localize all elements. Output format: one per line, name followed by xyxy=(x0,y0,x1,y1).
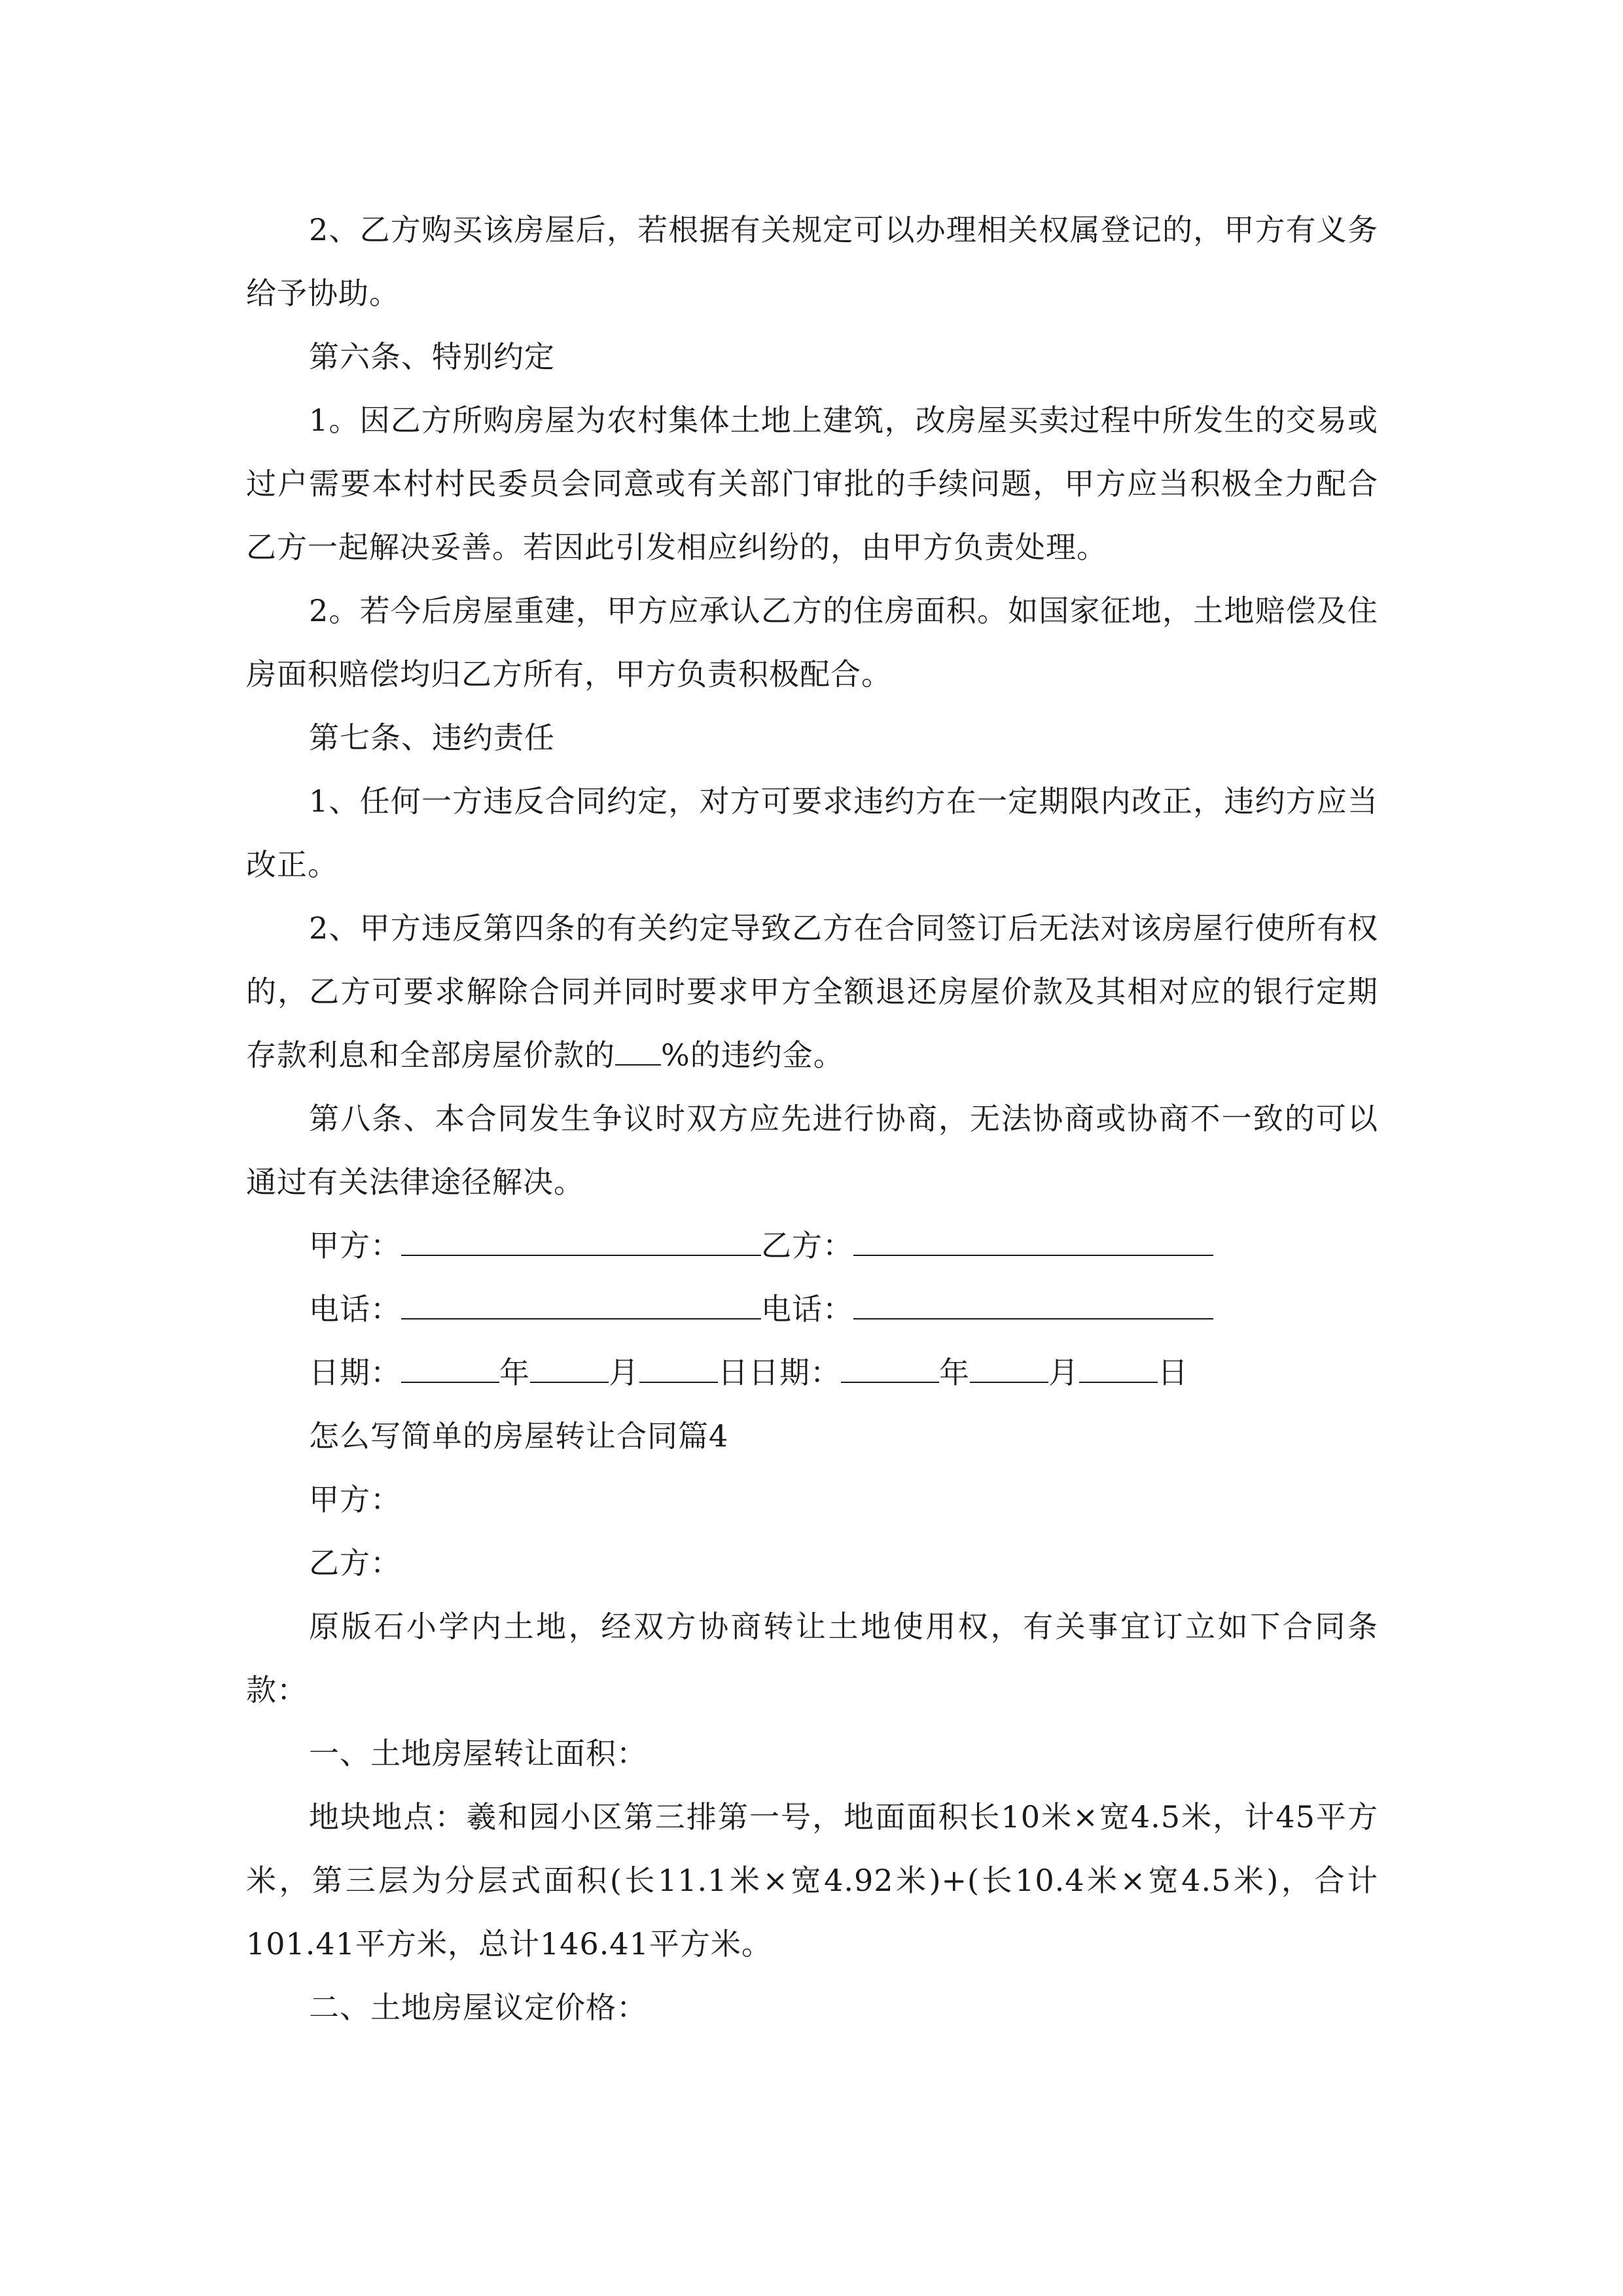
article-6-title: 第六条、特别约定 xyxy=(309,339,555,374)
article-8: 第八条、本合同发生争议时双方应先进行协商，无法协商或协商不一致的可以通过有关法律途径解决。 xyxy=(246,1101,1378,1200)
signature-row-dates xyxy=(246,1341,1378,1405)
section-4-item-1: 一、土地房屋转让面积： xyxy=(309,1736,647,1771)
party-a-blank[interactable] xyxy=(401,1229,761,1256)
phone-b-label: 电话： xyxy=(761,1291,853,1327)
section-4-location: 地块地点：羲和园小区第三排第一号，地面面积长10米×宽4.5米，计45平方米，第三层为分层式面积(长11.1米×宽4.92米)+(长10.4米×宽4.5米)，合计101.41平方米，总计146.41平方米。 xyxy=(246,1799,1378,1962)
date-a-month-blank[interactable] xyxy=(530,1355,609,1383)
section-4-party-b: 乙方： xyxy=(309,1545,401,1581)
article-6-clause-2: 2。若今后房屋重建，甲方应承认乙方的住房面积。如国家征地，土地赔偿及住房面积赔偿均归乙方所有，甲方负责积极配合。 xyxy=(246,593,1378,692)
section-4-item-2: 二、土地房屋议定价格： xyxy=(309,1990,647,2025)
article-7-title: 第七条、违约责任 xyxy=(309,720,555,755)
article-7-clause-2-text: 2、甲方违反第四条的有关约定导致乙方在合同签订后无法对该房屋行使所有权的，乙方可要求解除合同并同时要求甲方全额退还房屋价款及其相对应的银行定期存款利息和全部房屋价款的 xyxy=(246,910,1378,1073)
date-b-label: 日期： xyxy=(749,1355,841,1390)
article-7-clause-2 xyxy=(246,897,1378,1087)
date-b-day-blank[interactable] xyxy=(1079,1355,1158,1383)
article-7-clause-1: 1、任何一方违反合同约定，对方可要求违约方在一定期限内改正，违约方应当改正。 xyxy=(246,783,1378,882)
date-a-day-unit: 日 xyxy=(718,1355,749,1390)
phone-b-blank[interactable] xyxy=(853,1292,1213,1319)
date-a-label: 日期： xyxy=(309,1355,401,1390)
signature-row-parties xyxy=(246,1214,1378,1278)
section-4-intro: 原版石小学内土地，经双方协商转让土地使用权，有关事宜订立如下合同条款： xyxy=(246,1609,1378,1708)
date-b-month-blank[interactable] xyxy=(970,1355,1048,1383)
signature-row-phones xyxy=(246,1278,1378,1341)
party-a-label: 甲方： xyxy=(309,1228,401,1263)
phone-a-label: 电话： xyxy=(309,1291,401,1327)
article-7-clause-2-suffix: %的违约金。 xyxy=(661,1037,844,1073)
date-a-month-unit: 月 xyxy=(609,1355,639,1390)
section-4-party-a: 甲方： xyxy=(309,1482,401,1517)
document-body xyxy=(246,198,1378,2039)
date-a-year-blank[interactable] xyxy=(401,1355,499,1383)
party-b-label: 乙方： xyxy=(761,1228,853,1263)
section-4-title: 怎么写简单的房屋转让合同篇4 xyxy=(309,1418,729,1454)
date-a-year-unit: 年 xyxy=(499,1355,530,1390)
phone-a-blank[interactable] xyxy=(401,1292,761,1319)
date-b-year-blank[interactable] xyxy=(841,1355,939,1383)
article-6-clause-1: 1。因乙方所购房屋为农村集体土地上建筑，改房屋买卖过程中所发生的交易或过户需要本村村民委员会同意或有关部门审批的手续问题，甲方应当积极全力配合乙方一起解决妥善。若因此引发相应纠纷的，由甲方负责处理。 xyxy=(246,403,1378,565)
date-a-day-blank[interactable] xyxy=(639,1355,718,1383)
date-b-day-unit: 日 xyxy=(1158,1355,1188,1390)
party-b-blank[interactable] xyxy=(853,1229,1213,1256)
date-b-month-unit: 月 xyxy=(1048,1355,1079,1390)
date-b-year-unit: 年 xyxy=(939,1355,970,1390)
penalty-percent-blank[interactable] xyxy=(615,1038,661,1066)
paragraph-registration-assist: 2、乙方购买该房屋后，若根据有关规定可以办理相关权属登记的，甲方有义务给予协助。 xyxy=(246,212,1378,311)
